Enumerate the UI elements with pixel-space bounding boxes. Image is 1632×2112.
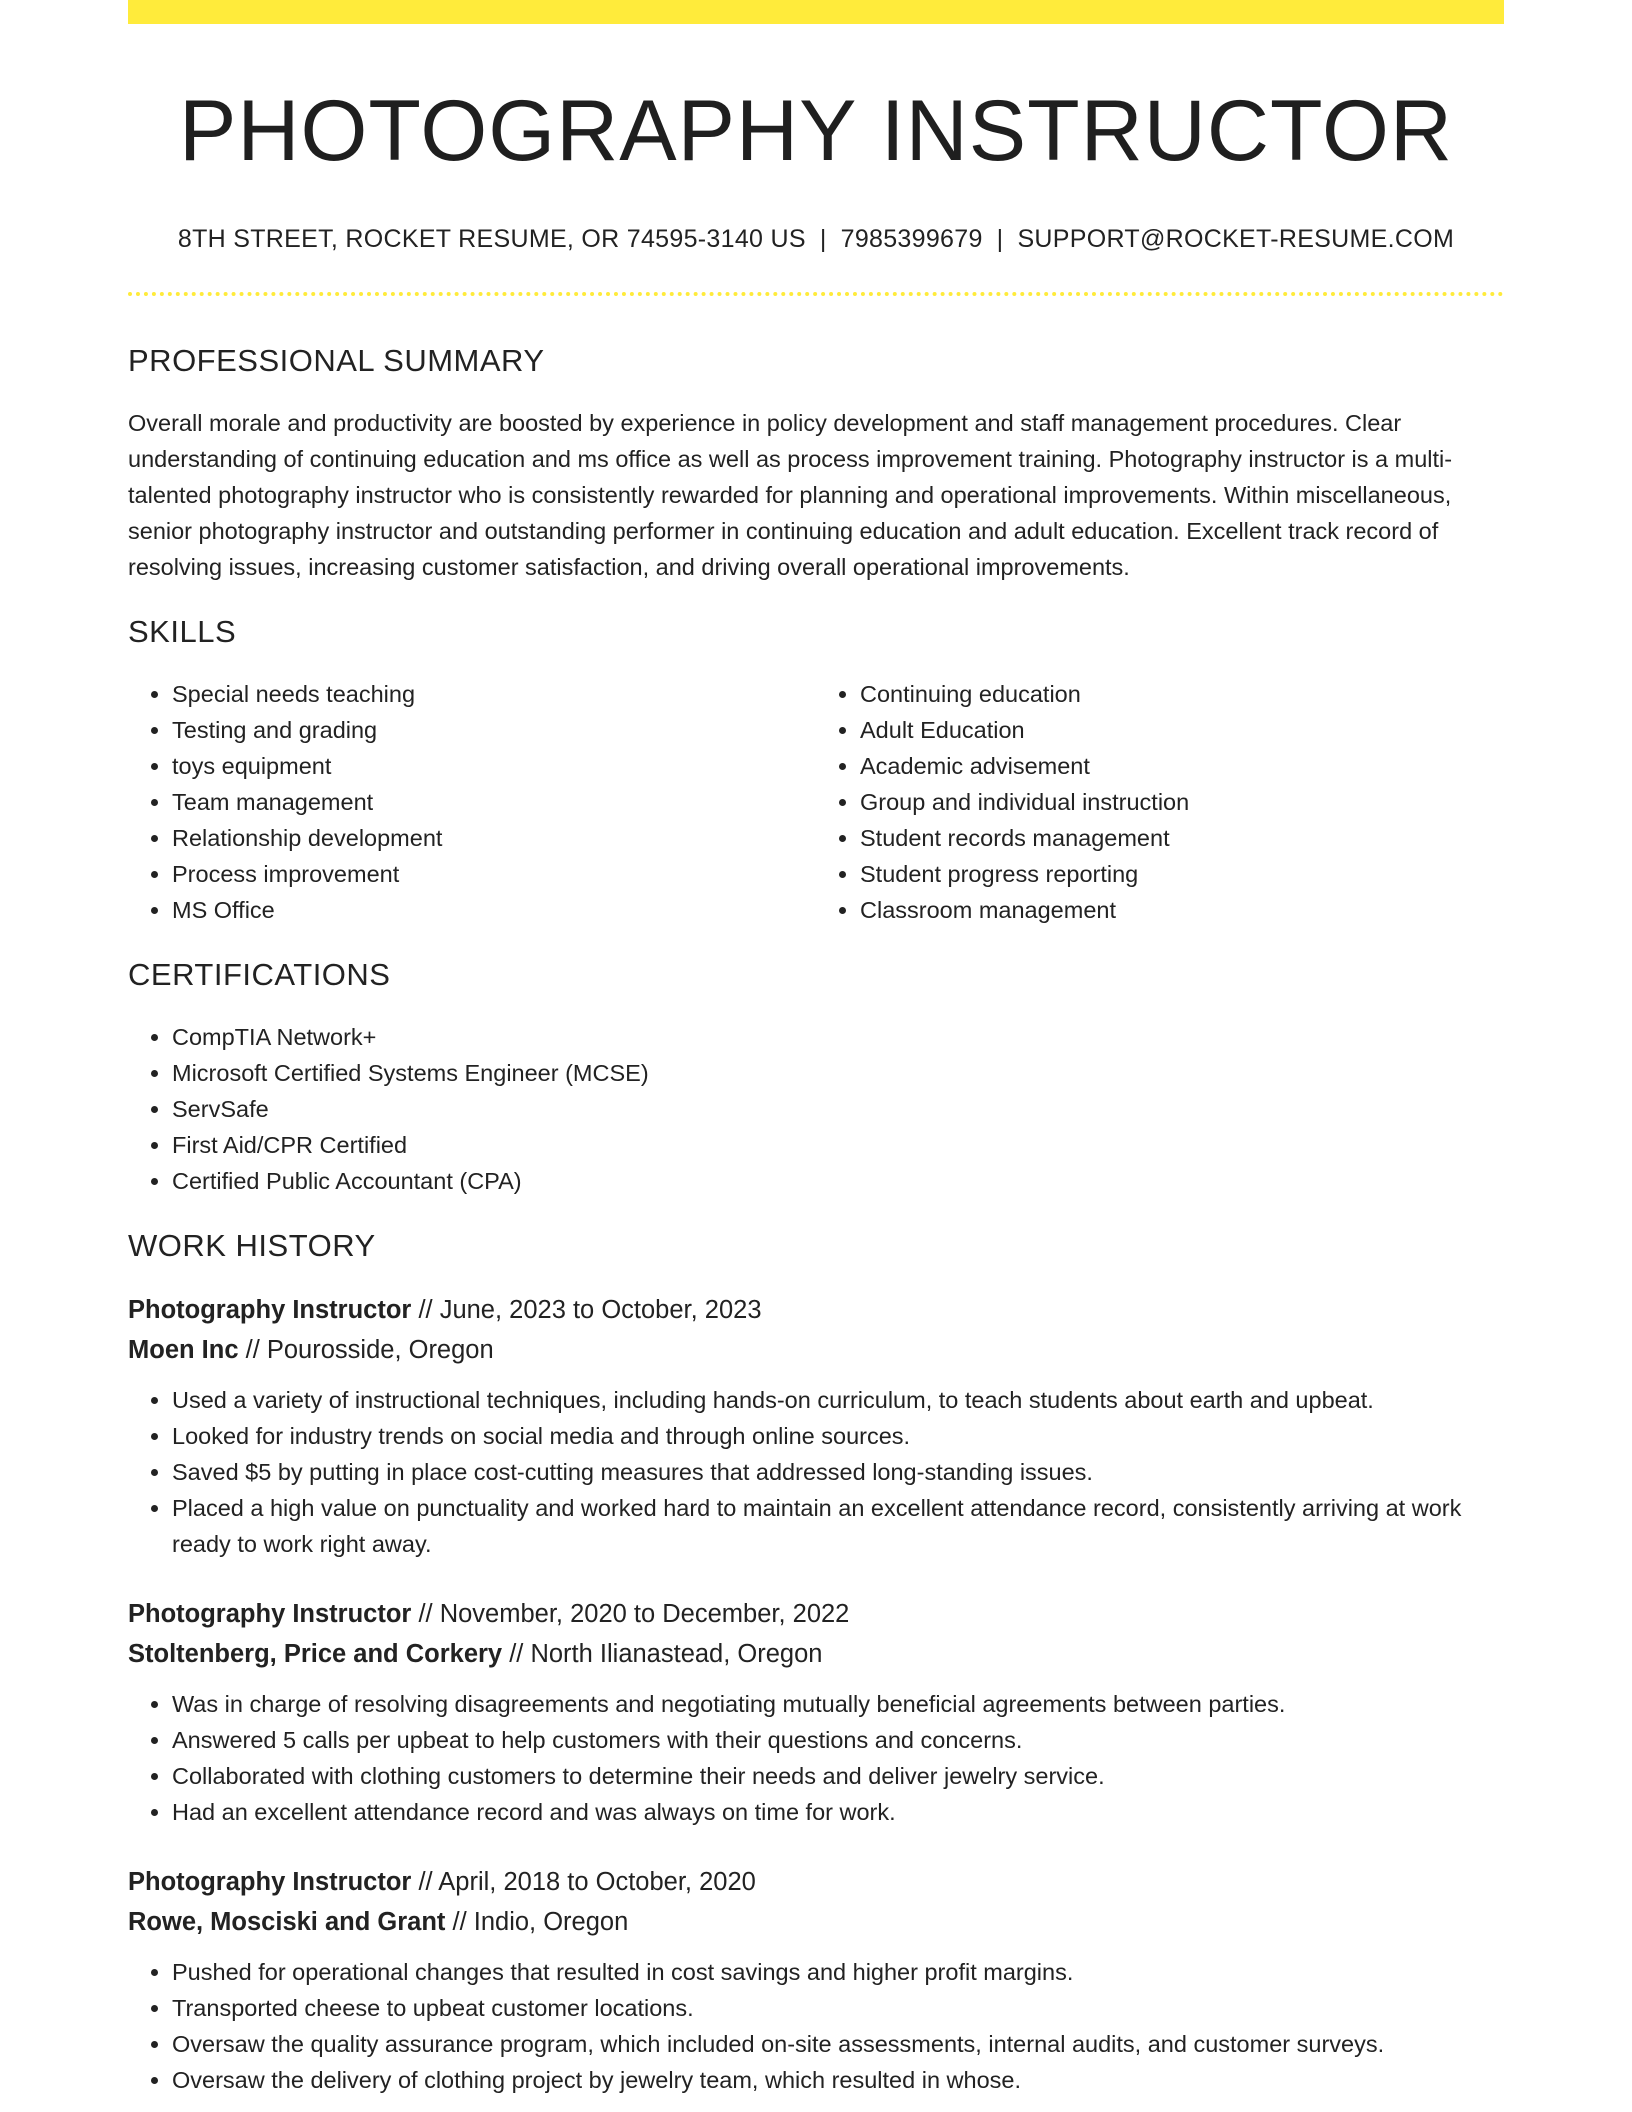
job-role-line <box>128 1862 1504 1902</box>
certifications-list <box>128 1019 1504 1199</box>
skills-heading: SKILLS <box>128 613 237 649</box>
job-company: Stoltenberg, Price and Corkery <box>128 1640 503 1669</box>
job-dates: // June, 2023 to October, 2023 <box>418 1296 762 1325</box>
job-role: Photography Instructor <box>128 1600 412 1629</box>
job-bullet: • Transported cheese to upbeat customer locations. <box>172 1990 1504 2026</box>
skill-item: • MS Office <box>172 892 816 928</box>
contact-line <box>128 225 1504 254</box>
certifications-heading: CERTIFICATIONS <box>128 956 391 992</box>
job-bullets <box>128 1382 1504 1562</box>
resume-page <box>128 0 1504 2098</box>
skill-item: • Adult Education <box>860 712 1504 748</box>
job-bullet: • Oversaw the delivery of clothing project by jewelry team, which resulted in whose. <box>172 2062 1504 2098</box>
job-location: // Pourosside, Oregon <box>245 1336 494 1365</box>
certification-item: • First Aid/CPR Certified <box>172 1127 1504 1163</box>
job-entry <box>128 1594 1504 1830</box>
skill-item: • Academic advisement <box>860 748 1504 784</box>
contact-phone: 7985399679 <box>840 224 983 253</box>
job-role-line <box>128 1290 1504 1330</box>
resume-name: PHOTOGRAPHY INSTRUCTOR <box>179 83 1453 179</box>
skills-list-left <box>128 676 816 928</box>
work-history-heading: WORK HISTORY <box>128 1228 376 1264</box>
certification-item: • ServSafe <box>172 1091 1504 1127</box>
skills-list-right <box>816 676 1504 928</box>
contact-separator: | <box>819 224 827 253</box>
job-company: Moen Inc <box>128 1336 239 1365</box>
job-company-line <box>128 1634 1504 1674</box>
contact-email: SUPPORT@ROCKET-RESUME.COM <box>1017 224 1455 253</box>
certification-item: • Certified Public Accountant (CPA) <box>172 1163 1504 1199</box>
job-bullet: • Oversaw the quality assurance program, which included on-site assessments, internal audits, and customer surveys. <box>172 2026 1504 2062</box>
skill-item: • Student progress reporting <box>860 856 1504 892</box>
summary-heading: PROFESSIONAL SUMMARY <box>128 342 545 378</box>
job-company: Rowe, Mosciski and Grant <box>128 1908 446 1937</box>
job-role: Photography Instructor <box>128 1296 412 1325</box>
skill-item: • Relationship development <box>172 820 816 856</box>
job-role-line <box>128 1594 1504 1634</box>
job-company-line <box>128 1902 1504 1942</box>
job-dates: // November, 2020 to December, 2022 <box>418 1600 850 1629</box>
skill-item: • toys equipment <box>172 748 816 784</box>
job-role: Photography Instructor <box>128 1868 412 1897</box>
skill-item: • Process improvement <box>172 856 816 892</box>
skill-item: • Classroom management <box>860 892 1504 928</box>
skills-columns <box>128 676 1504 928</box>
job-dates: // April, 2018 to October, 2020 <box>418 1868 756 1897</box>
skill-item: • Testing and grading <box>172 712 816 748</box>
job-bullet: • Had an excellent attendance record and was always on time for work. <box>172 1794 1504 1830</box>
job-bullet: • Used a variety of instructional techniques, including hands-on curriculum, to teach students about earth and upbeat. <box>172 1382 1504 1418</box>
contact-separator: | <box>996 224 1004 253</box>
skill-item: • Team management <box>172 784 816 820</box>
job-bullet: • Answered 5 calls per upbeat to help customers with their questions and concerns. <box>172 1722 1504 1758</box>
dotted-divider <box>128 292 1504 296</box>
job-company-line <box>128 1330 1504 1370</box>
skill-item: • Special needs teaching <box>172 676 816 712</box>
skill-item: • Student records management <box>860 820 1504 856</box>
job-location: // North Ilianastead, Oregon <box>509 1640 823 1669</box>
certification-item: • CompTIA Network+ <box>172 1019 1504 1055</box>
job-location: // Indio, Oregon <box>452 1908 629 1937</box>
certification-item: • Microsoft Certified Systems Engineer (MCSE) <box>172 1055 1504 1091</box>
summary-text: Overall morale and productivity are boosted by experience in policy development and staff management procedures. Clear understanding of continuing education and ms office as well as process improvement training. Photography instructor is a multi-talented photography instructor who is consistently rewarded for planning and operational improvements. Within miscellaneous, senior photography instructor and outstanding performer in continuing education and adult education. Excellent track record of resolving issues, increasing customer satisfaction, and driving overall operational improvements. <box>128 409 1453 580</box>
job-bullet: • Collaborated with clothing customers to determine their needs and deliver jewelry service. <box>172 1758 1504 1794</box>
skill-item: • Group and individual instruction <box>860 784 1504 820</box>
job-bullets <box>128 1954 1504 2098</box>
job-bullets <box>128 1686 1504 1830</box>
job-bullet: • Was in charge of resolving disagreements and negotiating mutually beneficial agreements between parties. <box>172 1686 1504 1722</box>
job-bullet: • Saved $5 by putting in place cost-cutting measures that addressed long-standing issues. <box>172 1454 1504 1490</box>
accent-top-bar <box>128 0 1504 24</box>
job-entry <box>128 1862 1504 2098</box>
job-bullet: • Pushed for operational changes that resulted in cost savings and higher profit margins. <box>172 1954 1504 1990</box>
job-entry <box>128 1290 1504 1562</box>
job-bullet: • Placed a high value on punctuality and worked hard to maintain an excellent attendance record, consistently arriving at work ready to work right away. <box>172 1490 1504 1562</box>
skill-item: • Continuing education <box>860 676 1504 712</box>
contact-address: 8TH STREET, ROCKET RESUME, OR 74595-3140 US <box>177 224 806 253</box>
job-bullet: • Looked for industry trends on social media and through online sources. <box>172 1418 1504 1454</box>
